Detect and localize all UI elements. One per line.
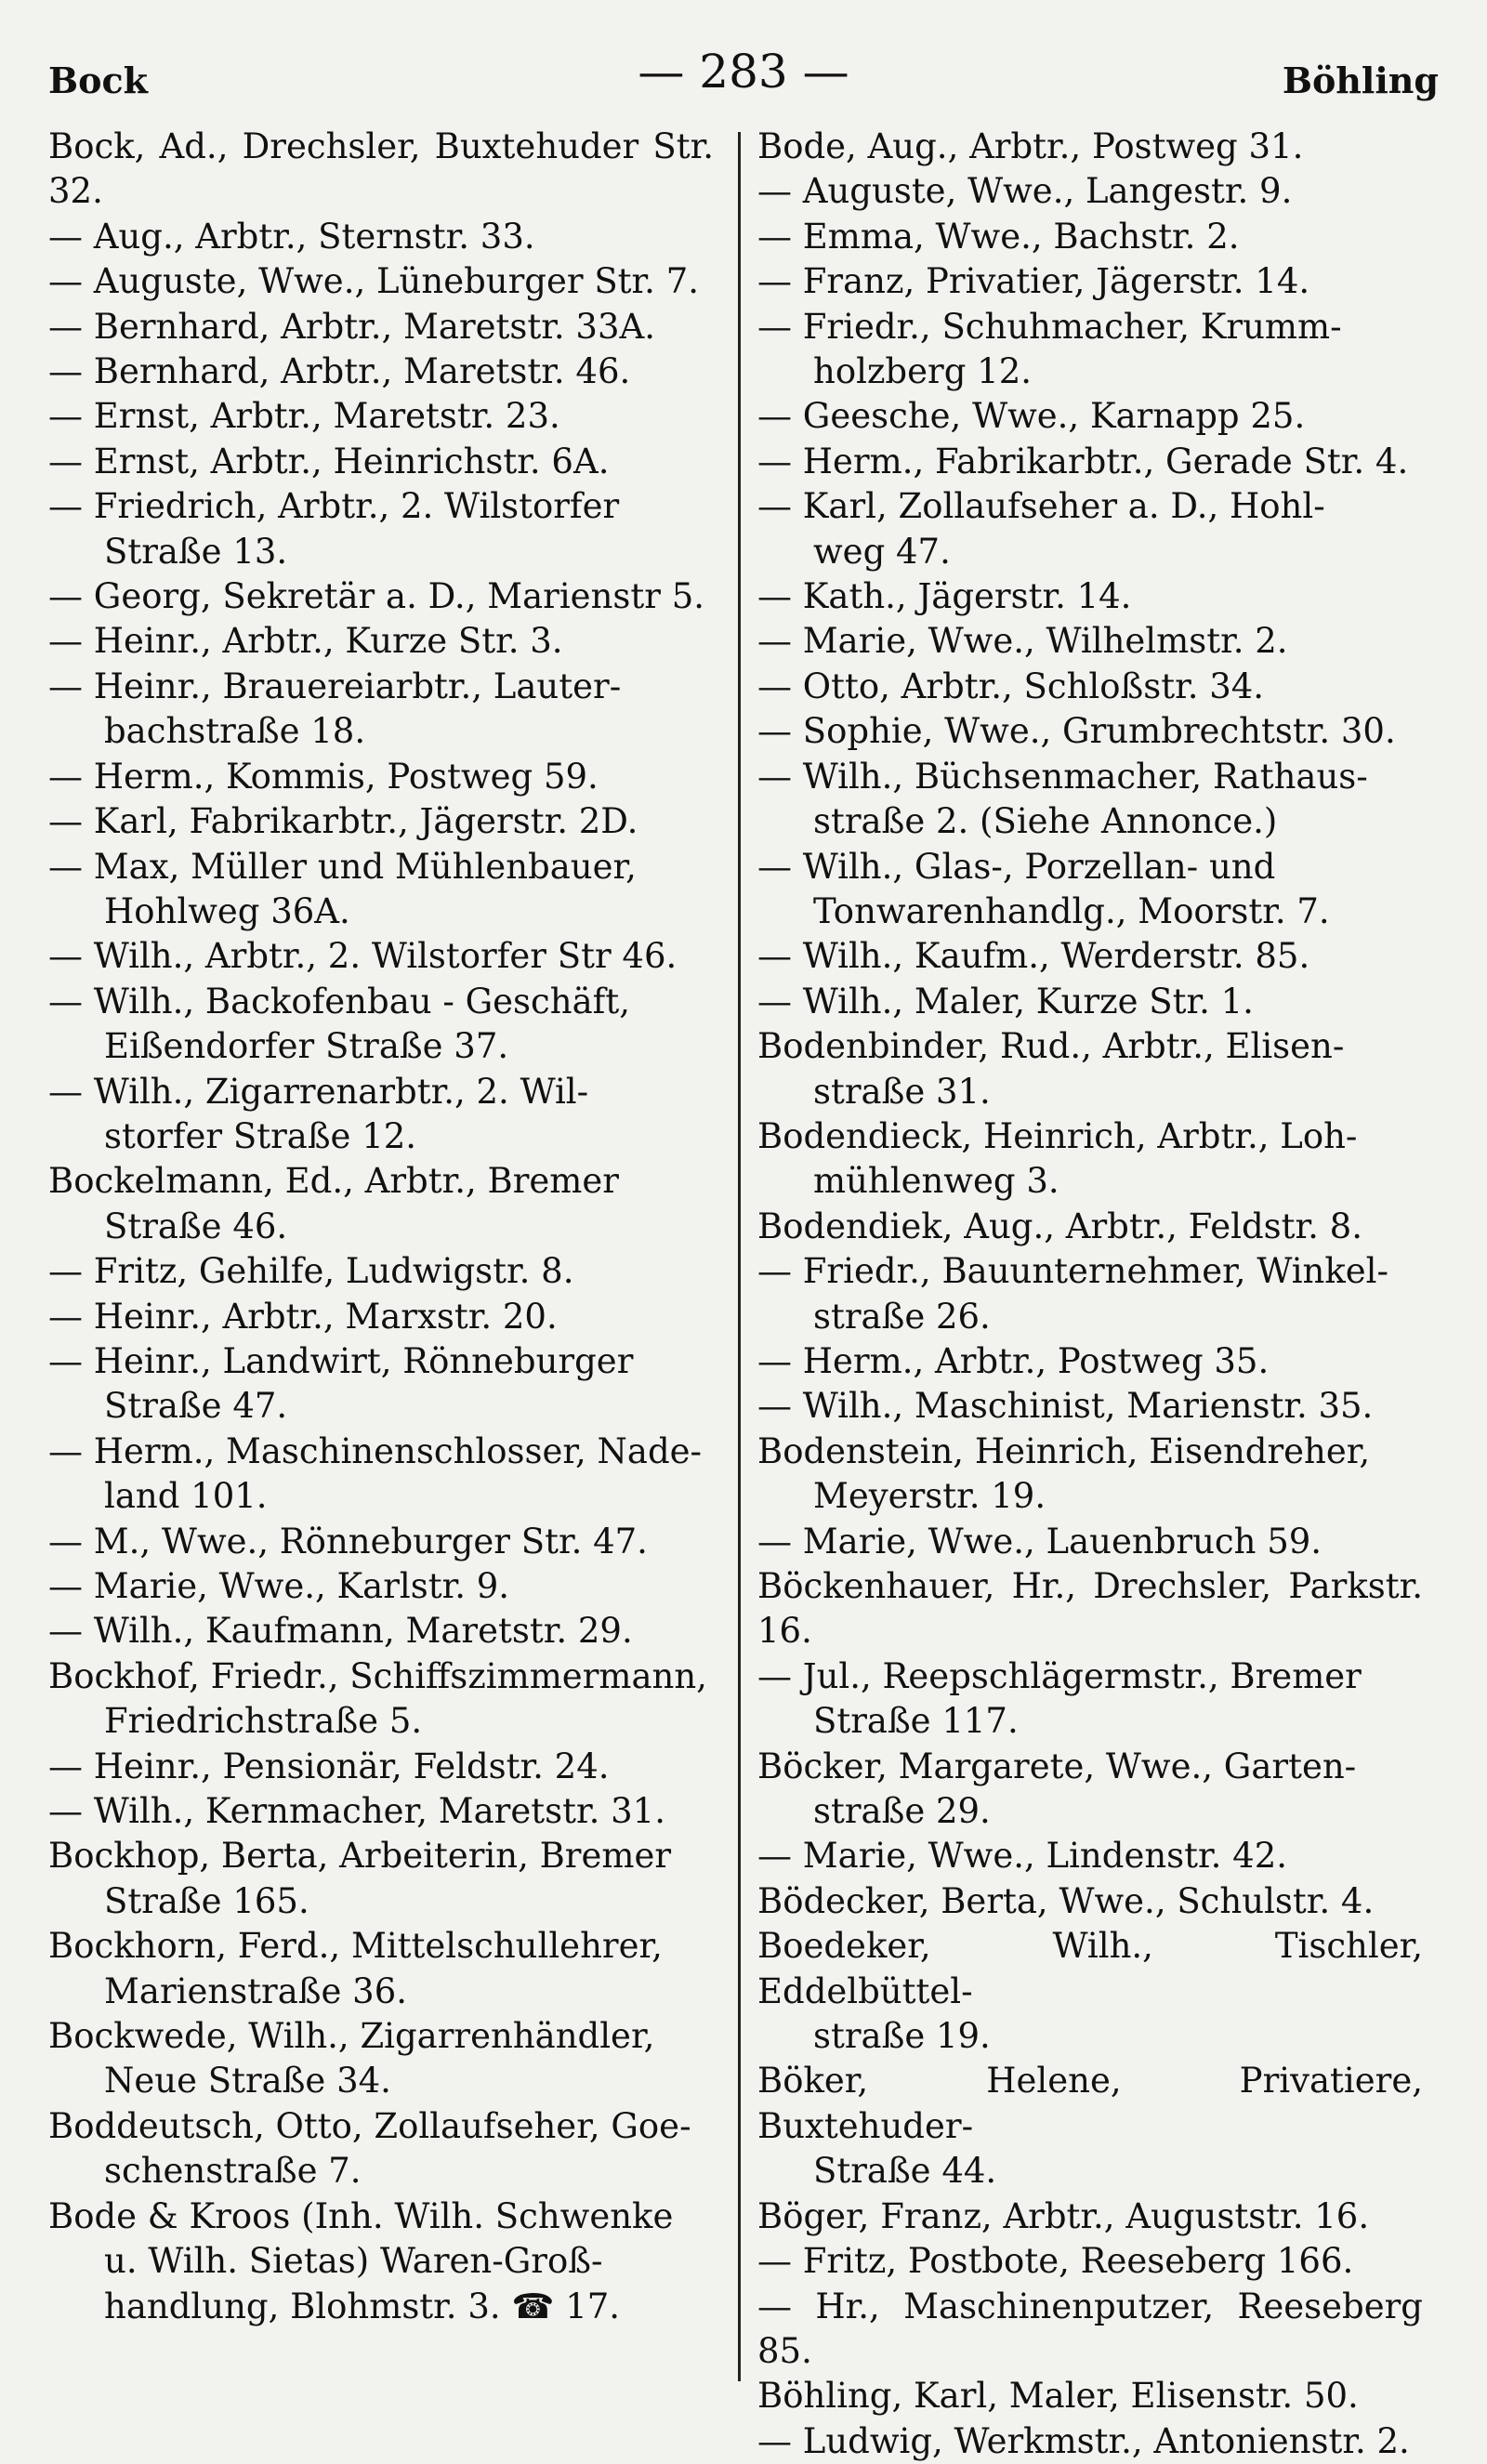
entry-line: — Friedr., Schuhmacher, Krumm- xyxy=(757,306,1342,347)
directory-entry xyxy=(48,799,714,844)
entry-line: — Heinr., Arbtr., Kurze Str. 3. xyxy=(48,621,563,662)
entry-continuation-line: Neue Straße 34. xyxy=(104,2061,391,2102)
directory-entry xyxy=(757,665,1423,709)
entry-continuation-line: straße 29. xyxy=(813,1791,991,1832)
entry-line: — Geesche, Wwe., Karnapp 25. xyxy=(757,396,1306,437)
entry-line: — Wilh., Backofenbau - Geschäft, xyxy=(48,981,630,1021)
entry-line: — Friedrich, Arbtr., 2. Wilstorfer xyxy=(48,486,620,527)
directory-entry xyxy=(757,1564,1423,1654)
entry-line: Bodendieck, Heinrich, Arbtr., Loh- xyxy=(757,1115,1358,1156)
entry-line: — Marie, Wwe., Wilhelmstr. 2. xyxy=(757,621,1288,662)
entry-line: — Wilh., Kaufm., Werderstr. 85. xyxy=(757,936,1310,977)
entry-continuation-line: weg 47. xyxy=(813,531,951,572)
directory-entry xyxy=(48,1249,714,1294)
entry-continuation-line: Straße 165. xyxy=(104,1880,309,1921)
header-right-keyword: Böhling xyxy=(1282,59,1439,101)
directory-entry xyxy=(757,1205,1423,1249)
directory-entry xyxy=(48,619,714,664)
directory-entry xyxy=(757,305,1423,395)
entry-line: — Ernst, Arbtr., Heinrichstr. 6A. xyxy=(48,441,610,481)
entry-line: Bodenbinder, Rud., Arbtr., Elisen- xyxy=(757,1026,1345,1067)
entry-line: — Wilh., Maler, Kurze Str. 1. xyxy=(757,981,1254,1021)
directory-entry xyxy=(48,755,714,799)
entry-line: — Sophie, Wwe., Grumbrechtstr. 30. xyxy=(757,711,1396,752)
page-header xyxy=(48,45,1439,110)
directory-entry xyxy=(757,1430,1423,1520)
entry-line: Bode & Kroos (Inh. Wilh. Schwenke xyxy=(48,2195,674,2236)
directory-entry xyxy=(48,305,714,349)
directory-entry xyxy=(48,394,714,439)
entry-continuation-line: Straße 46. xyxy=(104,1206,288,1246)
entry-line: — Wilh., Kernmacher, Maretstr. 31. xyxy=(48,1791,665,1832)
entry-continuation-line: straße 2. (Siehe Annonce.) xyxy=(813,801,1278,842)
directory-entry xyxy=(48,2014,714,2104)
entry-line: — Herm., Arbtr., Postweg 35. xyxy=(757,1340,1270,1381)
left-column xyxy=(48,125,714,2464)
entry-line: — Hr., Maschinenputzer, Reeseberg 85. xyxy=(757,2286,1423,2371)
entry-line: Böckenhauer, Hr., Drechsler, Parkstr. 16. xyxy=(757,1566,1423,1652)
directory-entry xyxy=(48,1564,714,1609)
directory-entry xyxy=(48,1430,714,1520)
entry-line: Böger, Franz, Arbtr., Auguststr. 16. xyxy=(757,2195,1370,2236)
directory-entry xyxy=(757,619,1423,664)
entry-continuation-line: u. Wilh. Sietas) Waren-Groß- xyxy=(104,2241,603,2282)
entry-line: Bodenstein, Heinrich, Eisendreher, xyxy=(757,1430,1371,1471)
entry-line: — M., Wwe., Rönneburger Str. 47. xyxy=(48,1521,648,1561)
entry-line: — Wilh., Maschinist, Marienstr. 35. xyxy=(757,1386,1374,1427)
entry-continuation-line: Tonwarenhandlg., Moorstr. 7. xyxy=(813,890,1330,931)
entry-line: Bockelmann, Ed., Arbtr., Bremer xyxy=(48,1161,619,1202)
directory-entry xyxy=(757,755,1423,845)
directory-entry xyxy=(48,980,714,1070)
directory-entry xyxy=(757,440,1423,484)
directory-entry xyxy=(48,1924,714,2014)
entry-line: — Aug., Arbtr., Sternstr. 33. xyxy=(48,216,535,257)
entry-line: — Ludwig, Werkmstr., Antonienstr. 2. xyxy=(757,2420,1410,2461)
entry-line: — Herm., Kommis, Postweg 59. xyxy=(48,756,599,797)
entry-line: — Ernst, Arbtr., Maretstr. 23. xyxy=(48,396,560,437)
entry-line: Bode, Aug., Arbtr., Postweg 31. xyxy=(757,126,1304,166)
entry-continuation-line: land 101. xyxy=(104,1476,268,1517)
directory-entry xyxy=(757,2374,1423,2418)
entry-continuation-line: Straße 47. xyxy=(104,1386,288,1427)
entry-continuation-line: straße 19. xyxy=(813,2016,991,2057)
entry-line: — Heinr., Pensionär, Feldstr. 24. xyxy=(48,1746,610,1786)
entry-continuation-line: holzberg 12. xyxy=(813,351,1032,392)
entry-line: — Wilh., Zigarrenarbtr., 2. Wil- xyxy=(48,1071,589,1112)
directory-entry xyxy=(757,1745,1423,1835)
entry-line: Bock, Ad., Drechsler, Buxtehuder Str. 32. xyxy=(48,126,714,212)
column-divider xyxy=(738,132,741,2381)
directory-entry xyxy=(48,1339,714,1430)
entry-line: — Marie, Wwe., Karlstr. 9. xyxy=(48,1566,510,1606)
directory-entry xyxy=(48,125,714,215)
directory-entry xyxy=(48,1834,714,1924)
entry-line: — Wilh., Arbtr., 2. Wilstorfer Str 46. xyxy=(48,936,678,977)
directory-entry xyxy=(757,1114,1423,1205)
entry-line: — Kath., Jägerstr. 14. xyxy=(757,576,1132,617)
entry-continuation-line: Hohlweg 36A. xyxy=(104,890,350,931)
entry-continuation-line: Friedrichstraße 5. xyxy=(104,1701,423,1742)
directory-entry xyxy=(757,2239,1423,2284)
directory-entry xyxy=(48,1789,714,1834)
entry-line: — Georg, Sekretär a. D., Marienstr 5. xyxy=(48,576,705,617)
directory-entry xyxy=(757,2059,1423,2194)
entry-line: — Fritz, Gehilfe, Ludwigstr. 8. xyxy=(48,1251,574,1292)
entry-line: — Auguste, Wwe., Lüneburger Str. 7. xyxy=(48,261,700,302)
entry-line: — Bernhard, Arbtr., Maretstr. 33A. xyxy=(48,306,655,347)
directory-entry xyxy=(757,1024,1423,1114)
page-number: — 283 — xyxy=(638,45,849,99)
entry-continuation-line: Marienstraße 36. xyxy=(104,1970,408,2011)
directory-entry xyxy=(757,394,1423,439)
entry-line: Bodendiek, Aug., Arbtr., Feldstr. 8. xyxy=(757,1206,1362,1246)
directory-entry xyxy=(48,1295,714,1339)
entry-continuation-line: handlung, Blohmstr. 3. ☎ 17. xyxy=(104,2286,621,2326)
directory-entry xyxy=(48,1609,714,1654)
directory-entry xyxy=(48,2194,714,2329)
entry-continuation-line: Straße 44. xyxy=(813,2151,997,2192)
directory-entry xyxy=(757,484,1423,574)
directory-entry xyxy=(48,259,714,304)
directory-entry xyxy=(757,980,1423,1024)
entry-line: — Heinr., Arbtr., Marxstr. 20. xyxy=(48,1296,558,1337)
entry-continuation-line: Eißendorfer Straße 37. xyxy=(104,1026,509,1067)
entry-line: Boddeutsch, Otto, Zollaufseher, Goe- xyxy=(48,2105,691,2146)
directory-entry xyxy=(48,1654,714,1745)
entry-continuation-line: bachstraße 18. xyxy=(104,711,366,752)
directory-entry xyxy=(757,125,1423,169)
entry-continuation-line: storfer Straße 12. xyxy=(104,1115,417,1156)
entry-line: Bockhop, Berta, Arbeiterin, Bremer xyxy=(48,1836,672,1877)
entry-line: — Auguste, Wwe., Langestr. 9. xyxy=(757,171,1293,212)
entry-line: — Herm., Maschinenschlosser, Nade- xyxy=(48,1430,703,1471)
directory-entry xyxy=(48,484,714,574)
entry-line: — Wilh., Büchsenmacher, Rathaus- xyxy=(757,756,1368,797)
entry-line: — Herm., Fabrikarbtr., Gerade Str. 4. xyxy=(757,441,1409,481)
directory-entry xyxy=(757,1339,1423,1384)
entry-line: Bockwede, Wilh., Zigarrenhändler, xyxy=(48,2016,655,2057)
directory-entry xyxy=(757,169,1423,214)
entry-line: Bockhof, Friedr., Schiffszimmermann, xyxy=(48,1655,707,1696)
directory-entry xyxy=(48,845,714,935)
entry-continuation-line: mühlenweg 3. xyxy=(813,1161,1059,1202)
directory-entry xyxy=(757,215,1423,259)
entry-line: — Marie, Wwe., Lauenbruch 59. xyxy=(757,1521,1323,1561)
directory-entry xyxy=(757,1384,1423,1429)
entry-continuation-line: Meyerstr. 19. xyxy=(813,1476,1046,1517)
directory-entry xyxy=(48,1070,714,1160)
directory-entry xyxy=(48,665,714,755)
directory-entry xyxy=(757,1520,1423,1564)
directory-entry xyxy=(757,574,1423,619)
entry-line: — Friedr., Bauunternehmer, Winkel- xyxy=(757,1251,1389,1292)
entry-line: Böhling, Karl, Maler, Elisenstr. 50. xyxy=(757,2376,1359,2417)
entry-line: — Wilh., Glas-, Porzellan- und xyxy=(757,846,1276,887)
entry-line: Bödecker, Berta, Wwe., Schulstr. 4. xyxy=(757,1880,1375,1921)
directory-entry xyxy=(48,1159,714,1249)
entry-line: — Franz, Privatier, Jägerstr. 14. xyxy=(757,261,1310,302)
directory-entry xyxy=(757,1879,1423,1924)
directory-entry xyxy=(48,2104,714,2194)
entry-continuation-line: Straße 13. xyxy=(104,531,288,572)
directory-entry xyxy=(757,2419,1423,2464)
directory-entry xyxy=(757,709,1423,754)
directory-entry xyxy=(48,1520,714,1564)
entry-line: Boedeker, Wilh., Tischler, Eddelbüttel- xyxy=(757,1926,1423,2011)
entry-line: — Marie, Wwe., Lindenstr. 42. xyxy=(757,1836,1288,1877)
directory-entry xyxy=(48,215,714,259)
entry-line: — Heinr., Landwirt, Rönneburger xyxy=(48,1340,634,1381)
directory-entry xyxy=(757,1654,1423,1745)
directory-entry xyxy=(757,2285,1423,2375)
directory-entry xyxy=(757,1924,1423,2059)
entry-line: — Max, Müller und Mühlenbauer, xyxy=(48,846,637,887)
entry-line: — Fritz, Postbote, Reeseberg 166. xyxy=(757,2241,1354,2282)
directory-entry xyxy=(48,349,714,394)
directory-entry xyxy=(48,1745,714,1789)
header-left-keyword: Bock xyxy=(48,59,148,101)
entry-line: — Karl, Fabrikarbtr., Jägerstr. 2D. xyxy=(48,801,638,842)
entry-line: — Otto, Arbtr., Schloßstr. 34. xyxy=(757,665,1265,706)
entry-continuation-line: Straße 117. xyxy=(813,1701,1019,1742)
directory-entry xyxy=(757,1249,1423,1339)
directory-entry xyxy=(757,845,1423,935)
entry-line: — Karl, Zollaufseher a. D., Hohl- xyxy=(757,486,1325,527)
entry-line: — Heinr., Brauereiarbtr., Lauter- xyxy=(48,665,622,706)
directory-entry xyxy=(48,574,714,619)
directory-entry xyxy=(757,934,1423,979)
directory-entry xyxy=(757,1834,1423,1878)
entry-line: Böcker, Margarete, Wwe., Garten- xyxy=(757,1746,1357,1786)
entry-line: — Wilh., Kaufmann, Maretstr. 29. xyxy=(48,1611,633,1652)
directory-entry xyxy=(757,259,1423,304)
entry-continuation-line: schenstraße 7. xyxy=(104,2151,362,2192)
columns xyxy=(48,125,1439,2464)
directory-entry xyxy=(48,440,714,484)
right-column xyxy=(757,125,1423,2464)
entry-continuation-line: straße 31. xyxy=(813,1071,991,1112)
entry-line: Böker, Helene, Privatiere, Buxtehuder- xyxy=(757,2061,1423,2146)
entry-line: Bockhorn, Ferd., Mittelschullehrer, xyxy=(48,1926,663,1967)
directory-entry xyxy=(757,2194,1423,2239)
directory-entry xyxy=(48,934,714,979)
entry-line: — Emma, Wwe., Bachstr. 2. xyxy=(757,216,1240,257)
entry-line: — Bernhard, Arbtr., Maretstr. 46. xyxy=(48,351,631,392)
entry-continuation-line: straße 26. xyxy=(813,1296,991,1337)
entry-line: — Jul., Reepschlägermstr., Bremer xyxy=(757,1655,1362,1696)
